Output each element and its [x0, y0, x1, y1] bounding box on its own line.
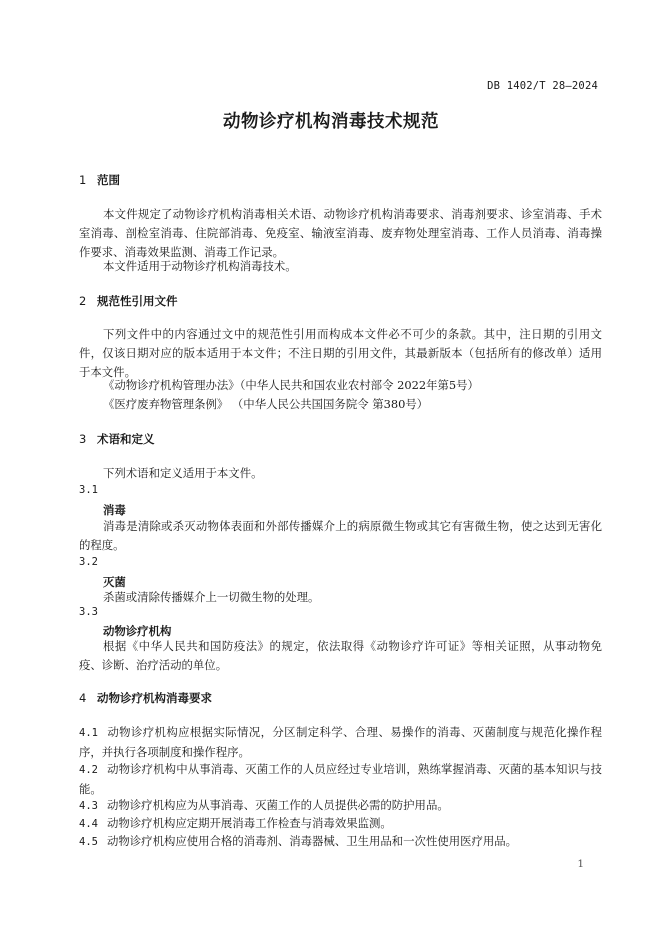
term-name: 动物诊疗机构	[103, 624, 172, 638]
item-text: 动物诊疗机构中从事消毒、灭菌工作的人员应经过专业培训，熟练掌握消毒、灭菌的基本知识与技能。	[79, 762, 602, 796]
section-title: 动物诊疗机构消毒要求	[97, 691, 212, 705]
section-1-paragraph-2: 本文件适用于动物诊疗机构消毒技术。	[103, 259, 297, 273]
term-number: 3.3	[79, 606, 98, 618]
section-1-paragraph-1: 本文件规定了动物诊疗机构消毒相关术语、动物诊疗机构消毒要求、消毒剂要求、诊室消毒、手术室消毒、剖检室消毒、住院部消毒、免疫室、输液室消毒、废弃物处理室消毒、工作人员消毒、消毒操作要求、消毒效果监测、消毒工作记录。	[79, 207, 602, 259]
standard-code: DB 1402/T 28—2024	[487, 80, 598, 92]
list-item	[79, 796, 602, 816]
section-2-paragraph-1: 下列文件中的内容通过文中的规范性引用而构成本文件必不可少的条款。其中，注日期的引用文件，仅该日期对应的版本适用于本文件；不注日期的引用文件，其最新版本（包括所有的修改单）适用于本文件。	[79, 327, 602, 379]
item-text: 动物诊疗机构应为从事消毒、灭菌工作的人员提供必需的防护用品。	[107, 798, 449, 812]
list-item	[79, 760, 602, 799]
term-definition: 消毒是清除或杀灭动物体表面和外部传播媒介上的病原微生物或其它有害微生物，使之达到无害化的程度。	[79, 519, 602, 552]
section-title: 规范性引用文件	[97, 294, 178, 308]
page-number: 1	[577, 858, 584, 870]
section-3-heading	[79, 431, 155, 447]
section-3-intro: 下列术语和定义适用于本文件。	[103, 466, 263, 480]
term-number: 3.1	[79, 484, 98, 496]
section-title: 术语和定义	[97, 432, 155, 446]
section-2-heading	[79, 293, 178, 309]
section-title: 范围	[97, 173, 120, 187]
list-item	[79, 723, 602, 762]
item-text: 动物诊疗机构应定期开展消毒工作检查与消毒效果监测。	[107, 816, 392, 830]
section-number: 3	[79, 432, 87, 446]
section-number: 1	[79, 173, 87, 187]
item-number: 4.2	[79, 764, 98, 776]
item-text: 动物诊疗机构应使用合格的消毒剂、消毒器械、卫生用品和一次性使用医疗用品。	[107, 834, 518, 848]
item-text: 动物诊疗机构应根据实际情况，分区制定科学、合理、易操作的消毒、灭菌制度与规范化操作程序，并执行各项制度和操作程序。	[79, 725, 602, 759]
term-number: 3.2	[79, 556, 98, 568]
document-title: 动物诊疗机构消毒技术规范	[223, 112, 439, 132]
list-item	[79, 832, 602, 852]
term-definition: 根据《中华人民共和国防疫法》的规定，依法取得《动物诊疗许可证》等相关证照，从事动物免疫、诊断、治疗活动的单位。	[79, 639, 602, 672]
reference-1: 《动物诊疗机构管理办法》（中华人民共和国农业农村部令 2022年第5号）	[103, 378, 479, 392]
section-number: 4	[79, 691, 87, 705]
section-1-heading	[79, 172, 120, 188]
item-number: 4.4	[79, 818, 98, 830]
item-number: 4.5	[79, 836, 98, 848]
item-number: 4.3	[79, 800, 98, 812]
term-name: 消毒	[103, 503, 126, 517]
reference-2: 《医疗废弃物管理条例》 （中华人民公共国国务院令 第380号）	[103, 397, 429, 411]
term-name: 灭菌	[103, 575, 126, 589]
list-item	[79, 814, 602, 834]
section-number: 2	[79, 294, 87, 308]
term-definition: 杀菌或清除传播媒介上一切微生物的处理。	[103, 590, 320, 604]
item-number: 4.1	[79, 727, 98, 739]
section-4-heading	[79, 690, 212, 706]
